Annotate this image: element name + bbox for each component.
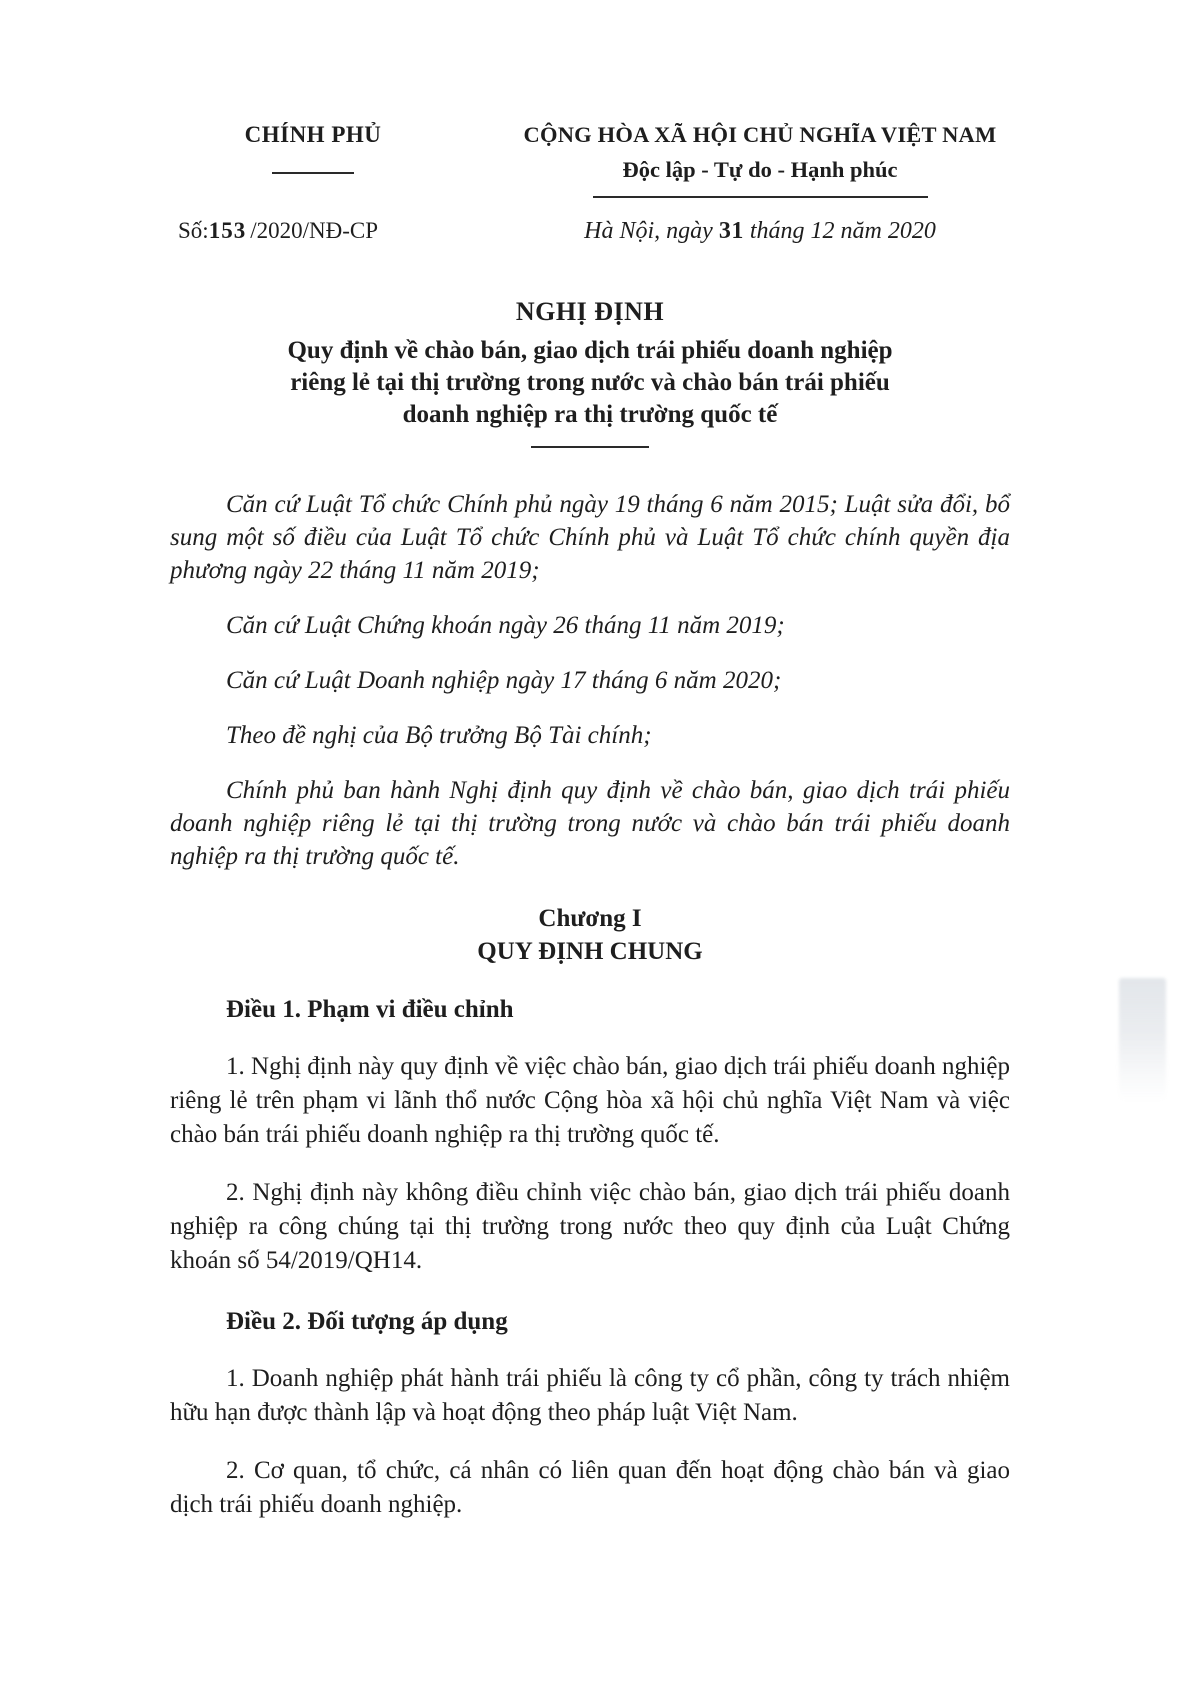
doc-meta-row [0, 198, 1180, 245]
national-motto-block [490, 122, 1030, 198]
doc-subject-line-2: riêng lẻ tại thị trường trong nước và chào bán trái phiếu [290, 369, 890, 396]
scan-artifact-bar [1119, 978, 1166, 1100]
preamble-paragraph: Theo đề nghị của Bộ trưởng Bộ Tài chính; [226, 722, 652, 749]
preamble-paragraph: Căn cứ Luật Doanh nghiệp ngày 17 tháng 6 năm 2020; [226, 667, 782, 694]
place-date-wrap [490, 218, 1030, 245]
national-motto-underline [593, 196, 928, 198]
doc-number-value: 153 [208, 218, 247, 243]
place-date-day: 31 [718, 218, 744, 244]
article-1-clause-1: 1. Nghị định này quy định về việc chào bán, giao dịch trái phiếu doanh nghiệp riêng lẻ trên phạm vi lãnh thổ nước Cộng hòa xã hội chủ nghĩa Việt Nam và việc chào bán trái phiếu doanh nghiệp ra thị trường quốc tế. [170, 1053, 1010, 1148]
chapter-block [170, 905, 1010, 966]
issuing-authority-underline [272, 172, 354, 174]
place-date-suffix: tháng 12 năm 2020 [743, 218, 936, 244]
article-2-clause-1: 1. Doanh nghiệp phát hành trái phiếu là công ty cổ phần, công ty trách nhiệm hữu hạn được thành lập và hoạt động theo pháp luật Việt Nam. [170, 1365, 1010, 1426]
article-2-heading: Điều 2. Đối tượng áp dụng [226, 1308, 508, 1335]
preamble-paragraph: Căn cứ Luật Chứng khoán ngày 26 tháng 11 năm 2019; [226, 612, 785, 639]
article-1-heading: Điều 1. Phạm vi điều chỉnh [226, 996, 514, 1023]
title-divider [531, 446, 649, 448]
preamble-paragraph: Chính phủ ban hành Nghị định quy định về chào bán, giao dịch trái phiếu doanh nghiệp riêng lẻ tại thị trường trong nước và chào bán trái phiếu doanh nghiệp ra thị trường quốc tế. [170, 777, 1010, 870]
issuing-authority-name: CHÍNH PHỦ [244, 122, 382, 147]
doc-subject-line-1: Quy định về chào bán, giao dịch trái phiếu doanh nghiệp [287, 337, 893, 364]
doc-subject-line-3: doanh nghiệp ra thị trường quốc tế [402, 401, 778, 428]
doc-number [178, 218, 378, 244]
document-header [0, 0, 1180, 198]
place-date-prefix: Hà Nội, ngày [584, 218, 719, 244]
preamble-paragraph: Căn cứ Luật Tổ chức Chính phủ ngày 19 tháng 6 năm 2015; Luật sửa đổi, bổ sung một số điều của Luật Tổ chức Chính phủ và Luật Tổ chức chính quyền địa phương ngày 22 tháng 11 năm 2019; [170, 491, 1010, 584]
title-block [0, 297, 1180, 448]
republic-name: CỘNG HÒA XÃ HỘI CHỦ NGHĨA VIỆT NAM [523, 122, 997, 147]
doc-type-title: NGHỊ ĐỊNH [515, 297, 665, 326]
chapter-label: Chương I [538, 905, 642, 932]
chapter-title: QUY ĐỊNH CHUNG [477, 938, 703, 965]
article-1-clause-2: 2. Nghị định này không điều chỉnh việc chào bán, giao dịch trái phiếu doanh nghiệp ra công chúng tại thị trường trong nước theo quy định của Luật Chứng khoán số 54/2019/QH14. [170, 1179, 1010, 1274]
place-date [584, 218, 936, 244]
doc-number-suffix: /2020/NĐ-CP [250, 218, 378, 243]
doc-subject [0, 335, 1180, 431]
issuing-authority-block [168, 122, 458, 174]
doc-number-label: Số: [178, 218, 209, 243]
document-body [170, 488, 1010, 1522]
article-2-clause-2: 2. Cơ quan, tổ chức, cá nhân có liên quan đến hoạt động chào bán và giao dịch trái phiếu doanh nghiệp. [170, 1457, 1010, 1518]
national-motto: Độc lập - Tự do - Hạnh phúc [622, 157, 898, 182]
